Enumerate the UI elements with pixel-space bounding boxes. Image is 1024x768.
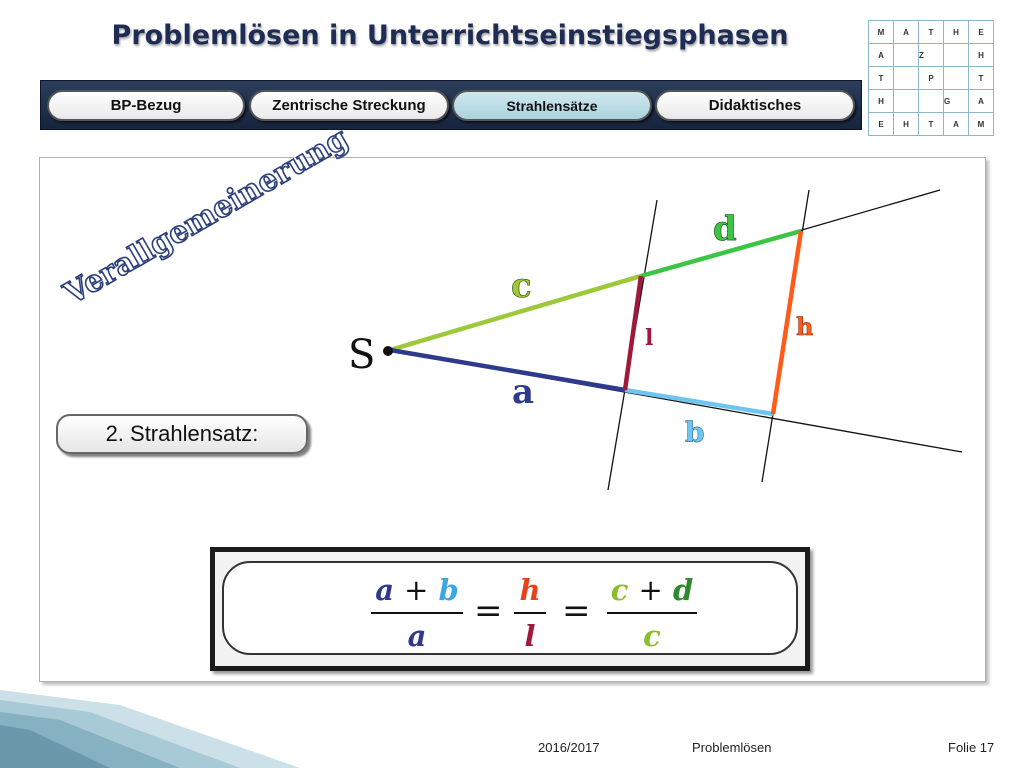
fraction-bar xyxy=(514,612,546,614)
equals-sign-2: = xyxy=(562,591,591,631)
segment-b xyxy=(625,390,773,414)
tab-didaktisches[interactable]: Didaktisches xyxy=(655,90,855,121)
var-c: c xyxy=(610,573,629,607)
logo-center-p: P xyxy=(928,73,934,83)
tab-zentrische-streckung[interactable]: Zentrische Streckung xyxy=(249,90,449,121)
logo-center-z: Z xyxy=(919,50,924,60)
center-point-label: S xyxy=(348,332,376,378)
logo-cell: M xyxy=(869,21,894,44)
var-b: b xyxy=(438,573,459,607)
logo-cell: A xyxy=(869,44,894,67)
fraction-denominator: l xyxy=(524,619,536,653)
logo-cell: E xyxy=(869,113,894,136)
center-point xyxy=(383,346,393,356)
fraction-h-over-l xyxy=(514,573,546,653)
fraction-ab-over-a xyxy=(371,573,463,653)
tab-strahlensaetze[interactable]: Strahlensätze xyxy=(452,90,652,121)
logo-cell: T xyxy=(869,67,894,90)
var-d: d xyxy=(672,573,694,607)
fraction-denominator: a xyxy=(407,619,427,653)
equals-sign-1: = xyxy=(474,591,503,631)
label-b: b xyxy=(685,416,705,449)
tab-bp-bezug[interactable]: BP-Bezug xyxy=(47,90,245,121)
footer-year: 2016/2017 xyxy=(538,740,600,755)
verallgemeinerung-watermark: Verallgemeinerung xyxy=(58,120,355,312)
fraction-bar xyxy=(607,612,697,614)
footer-topic: Problemlösen xyxy=(692,740,772,755)
logo-cell: A xyxy=(944,113,969,136)
formula-inner-frame xyxy=(222,561,798,655)
fraction-numerator: h xyxy=(519,573,541,607)
logo-cell: A xyxy=(894,21,919,44)
logo-cell: M xyxy=(969,113,994,136)
label-l: l xyxy=(645,325,654,351)
formula-box xyxy=(210,547,810,671)
fraction-cd-over-c xyxy=(607,573,697,653)
fraction-numerator xyxy=(607,573,697,607)
fraction-denominator: c xyxy=(643,619,661,653)
logo-cell: H xyxy=(869,90,894,113)
logo-cell: A xyxy=(969,90,994,113)
corner-stripes xyxy=(0,690,300,768)
logo-cell: H xyxy=(969,44,994,67)
plus-sign: + xyxy=(404,573,429,607)
logo-cell: E xyxy=(969,21,994,44)
logo-center-g: G xyxy=(944,96,951,106)
logo-cell: H xyxy=(944,21,969,44)
plus-sign: + xyxy=(638,573,663,607)
logo-cell: T xyxy=(919,113,944,136)
var-a: a xyxy=(375,573,394,607)
logo-cell: T xyxy=(919,21,944,44)
theorem-label: 2. Strahlensatz: xyxy=(56,414,308,454)
label-c: c xyxy=(511,266,532,306)
logo-cell: T xyxy=(969,67,994,90)
label-h: h xyxy=(796,312,814,341)
logo-cell: H xyxy=(894,113,919,136)
fraction-bar xyxy=(371,612,463,614)
fraction-numerator xyxy=(371,573,463,607)
segment-a xyxy=(390,350,625,390)
label-a: a xyxy=(512,372,535,412)
footer-slide-number: Folie 17 xyxy=(948,740,995,755)
segment-l xyxy=(625,276,641,390)
label-d: d xyxy=(713,209,737,249)
slide-title: Problemlösen in Unterrichtseinstiegsphasen xyxy=(111,20,789,51)
